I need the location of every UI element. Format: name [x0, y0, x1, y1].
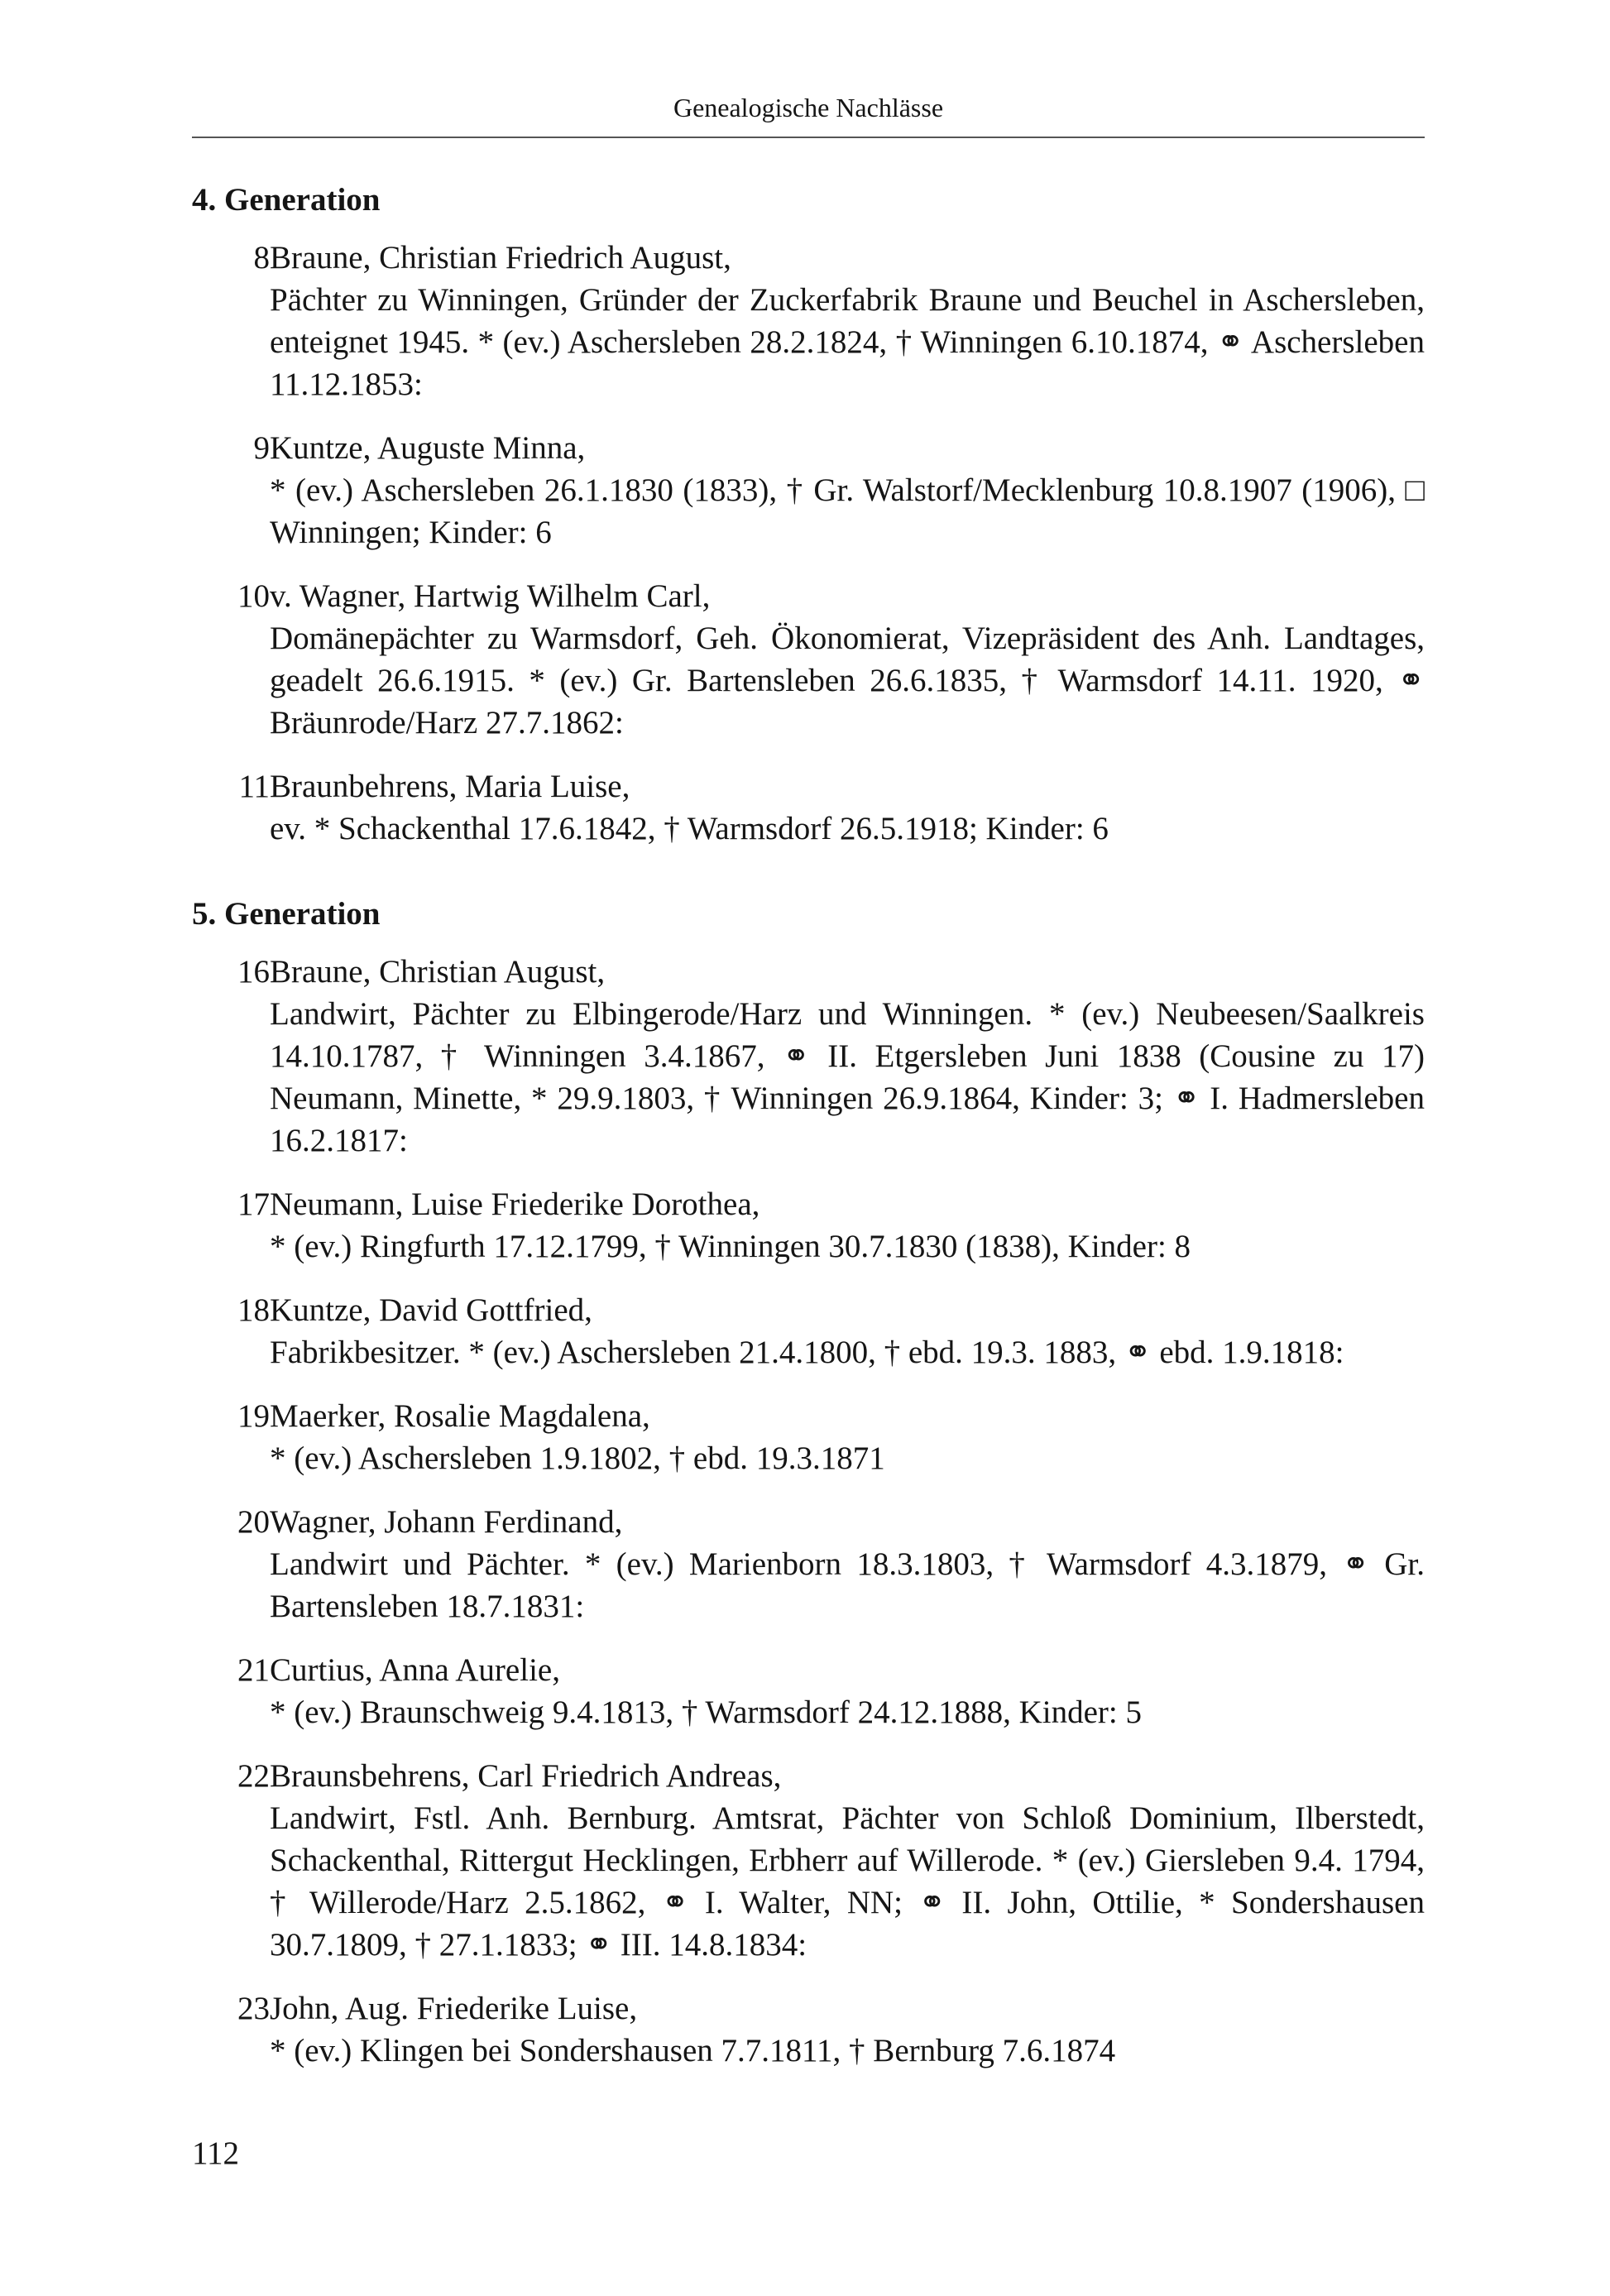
entry-details: Landwirt, Fstl. Anh. Bernburg. Amtsrat, Pächter von Schloß Dominium, Ilberstedt, Schackenthal, Rittergut Hecklingen, Erbherr auf Willerode. * (ev.) Giersleben 9.4. 1794, † Willerode/Harz 2.5.1862, ⚭ I. Walter, NN; ⚭ II. John, Ottilie, * Sondershausen 30.7.1809, † 27.1.1833; ⚭ III. 14.8.1834:	[270, 1800, 1425, 1963]
entry-details: Landwirt und Pächter. * (ev.) Marienborn 18.3.1803, † Warmsdorf 4.3.1879, ⚭ Gr. Bartensleben 18.7.1831:	[270, 1546, 1425, 1624]
entry-body	[270, 575, 1425, 744]
genealogy-entry	[192, 1289, 1425, 1373]
entry-name: Maerker, Rosalie Magdalena,	[270, 1398, 650, 1434]
entry-number: 16	[237, 954, 270, 990]
entry-name: Curtius, Anna Aurelie,	[270, 1652, 560, 1688]
entry-number: 9	[253, 430, 270, 466]
entry-details: * (ev.) Braunschweig 9.4.1813, † Warmsdorf 24.12.1888, Kinder: 5	[270, 1694, 1143, 1730]
entry-name: Wagner, Johann Ferdinand,	[270, 1504, 623, 1540]
entry-details: Landwirt, Pächter zu Elbingerode/Harz und Winningen. * (ev.) Neubeesen/Saalkreis 14.10.1787, † Winningen 3.4.1867, ⚭ II. Etgersleben Juni 1838 (Cousine zu 17) Neumann, Minette, * 29.9.1803, † Winningen 26.9.1864, Kinder: 3; ⚭ I. Hadmersleben 16.2.1817:	[270, 996, 1425, 1158]
entry-details: Pächter zu Winningen, Gründer der Zuckerfabrik Braune und Beuchel in Aschersleben, enteignet 1945. * (ev.) Aschersleben 28.2.1824, † Winningen 6.10.1874, ⚭ Aschersleben 11.12.1853:	[270, 282, 1425, 402]
running-head: Genealogische Nachlässe	[673, 93, 944, 122]
entry-name: Kuntze, Auguste Minna,	[270, 430, 586, 466]
entry-number: 10	[237, 578, 270, 614]
genealogy-entry	[192, 765, 1425, 850]
entry-details: * (ev.) Klingen bei Sondershausen 7.7.1811, † Bernburg 7.6.1874	[270, 2033, 1116, 2068]
entry-body	[270, 1289, 1425, 1373]
genealogy-entry	[192, 575, 1425, 744]
genealogy-entry	[192, 1755, 1425, 1966]
entry-details: * (ev.) Ringfurth 17.12.1799, † Winningen 30.7.1830 (1838), Kinder: 8	[270, 1229, 1191, 1264]
entry-name: Neumann, Luise Friederike Dorothea,	[270, 1186, 760, 1222]
entry-number: 22	[237, 1758, 270, 1794]
genealogy-entry	[192, 1501, 1425, 1627]
entry-body	[270, 1649, 1425, 1733]
entry-name: Braunsbehrens, Carl Friedrich Andreas,	[270, 1758, 782, 1794]
generation-heading: 4. Generation	[192, 182, 381, 218]
entry-body	[270, 1501, 1425, 1627]
entry-name: Braune, Christian Friedrich August,	[270, 240, 731, 276]
genealogy-entry	[192, 237, 1425, 405]
entry-body	[270, 1987, 1425, 2072]
entry-number: 8	[253, 240, 270, 276]
entry-body	[270, 1755, 1425, 1966]
entry-details: * (ev.) Aschersleben 26.1.1830 (1833), † Gr. Walstorf/Mecklenburg 10.8.1907 (1906), □ Winningen; Kinder: 6	[270, 472, 1425, 550]
entry-body	[270, 237, 1425, 405]
generation-heading: 5. Generation	[192, 896, 381, 932]
entry-number: 19	[237, 1398, 270, 1434]
entry-number: 17	[237, 1186, 270, 1222]
entry-name: v. Wagner, Hartwig Wilhelm Carl,	[270, 578, 711, 614]
genealogy-entry	[192, 1183, 1425, 1268]
entry-body	[270, 951, 1425, 1162]
page-number: 112	[192, 2135, 240, 2171]
entry-name: Kuntze, David Gottfried,	[270, 1292, 592, 1328]
entry-details: Domänepächter zu Warmsdorf, Geh. Ökonomierat, Vizepräsident des Anh. Landtages, geadelt 26.6.1915. * (ev.) Gr. Bartensleben 26.6.1835, † Warmsdorf 14.11. 1920, ⚭ Bräunrode/Harz 27.7.1862:	[270, 621, 1425, 741]
genealogy-entry	[192, 1649, 1425, 1733]
page-content	[192, 179, 1425, 2093]
genealogy-entry	[192, 1987, 1425, 2072]
header-rule	[192, 137, 1425, 138]
entry-details: ev. * Schackenthal 17.6.1842, † Warmsdorf 26.5.1918; Kinder: 6	[270, 811, 1109, 846]
entry-body	[270, 765, 1425, 850]
genealogy-entry	[192, 427, 1425, 554]
entry-number: 11	[238, 769, 270, 804]
entry-number: 18	[237, 1292, 270, 1328]
genealogy-entry	[192, 951, 1425, 1162]
entry-details: * (ev.) Aschersleben 1.9.1802, † ebd. 19.3.1871	[270, 1440, 885, 1476]
entry-name: Braunbehrens, Maria Luise,	[270, 769, 630, 804]
entry-name: John, Aug. Friederike Luise,	[270, 1991, 638, 2026]
entry-number: 23	[237, 1991, 270, 2026]
entry-name: Braune, Christian August,	[270, 954, 606, 990]
entry-body	[270, 1395, 1425, 1479]
entry-number: 21	[237, 1652, 270, 1688]
entry-number: 20	[237, 1504, 270, 1540]
entry-details: Fabrikbesitzer. * (ev.) Aschersleben 21.4.1800, † ebd. 19.3. 1883, ⚭ ebd. 1.9.1818:	[270, 1335, 1344, 1370]
entry-body	[270, 1183, 1425, 1268]
entry-body	[270, 427, 1425, 554]
genealogy-entry	[192, 1395, 1425, 1479]
